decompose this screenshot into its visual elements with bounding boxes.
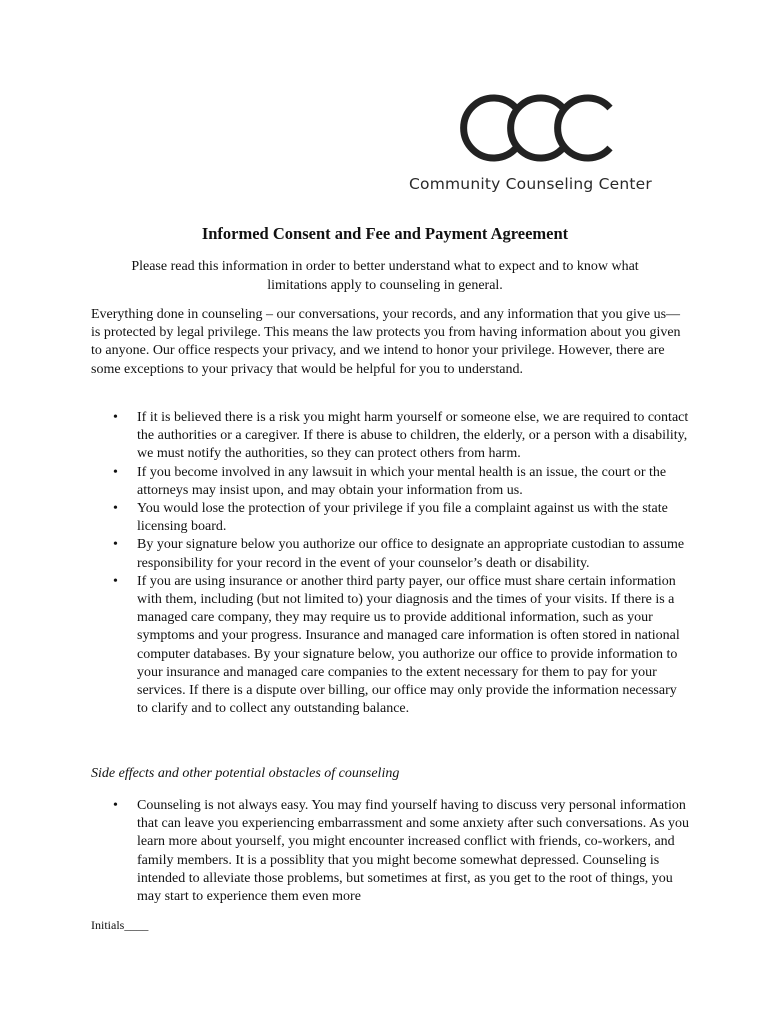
side-effects-list xyxy=(91,797,691,906)
list-item xyxy=(91,464,691,500)
list-item xyxy=(91,500,691,536)
privacy-paragraph: Everything done in counseling – our conversations, your records, and any information that you give us— is protected by legal privilege. This means the law protects you from having information about you given to anyone. Our office respects your privacy, and we intend to honor your privilege. However, there are some exceptions to your privacy that would be helpful for you to understand. xyxy=(91,307,681,377)
initials-field[interactable]: Initials____ xyxy=(91,918,149,932)
list-item-text: If you are using insurance or another third party payer, our office must share certain information with them, including (but not limited to) your diagnosis and the times of your visits. If there is a managed care company, they may require us to provide additional information, such as your symptoms and your progress. Insurance and managed care information is often stored in national computer databases. By your signature below, you authorize our office to provide information to your insurance and managed care companies to the extent necessary for them to pay for your services. If there is a dispute over billing, our office may only provide the information necessary to clarify and to collect any outstanding balance. xyxy=(137,573,680,717)
document-title: Informed Consent and Fee and Payment Agreement xyxy=(201,224,569,243)
list-item-text: You would lose the protection of your privilege if you file a complaint against us with the state licensing board. xyxy=(137,501,668,535)
organization-name: Community Counseling Center xyxy=(409,175,652,193)
list-item-text: Counseling is not always easy. You may find yourself having to discuss very personal information that can leave you experiencing embarrassment and some anxiety after such conversations. As you learn more about yourself, you might encounter increased conflict with friends, co-workers, and family members. It is a possiblity that you might become somewhat depressed. Counseling is intended to alleviate those problems, but sometimes at first, as you get to the root of things, you may start to experience them even more xyxy=(137,798,690,905)
list-item xyxy=(91,797,691,906)
section-heading: Side effects and other potential obstacles of counseling xyxy=(91,766,400,781)
bullet-icon: • xyxy=(113,464,118,480)
intro-text xyxy=(100,258,670,295)
list-item-text: If you become involved in any lawsuit in which your mental health is an issue, the court or the attorneys may insist upon, and may obtain your information from us. xyxy=(137,464,667,498)
bullet-icon: • xyxy=(113,410,118,425)
bullet-icon: • xyxy=(113,537,118,553)
list-item xyxy=(91,573,691,719)
logo xyxy=(400,92,680,204)
bullet-icon: • xyxy=(113,798,118,813)
bullet-icon: • xyxy=(113,573,118,589)
list-item-text: If it is believed there is a risk you might harm yourself or someone else, we are required to contact the authorities or a caregiver. If there is abuse to children, the elderly, or a person with a disability, we must notify the authorities, so they can protect others from harm. xyxy=(137,410,689,462)
list-item xyxy=(91,409,691,464)
list-item-text: By your signature below you authorize our office to designate an appropriate custodian to assume responsibility for your record in the event of your counselor’s death or disability. xyxy=(137,537,685,571)
list-item xyxy=(91,536,691,572)
intro-line: limitations apply to counseling in general. xyxy=(267,277,503,293)
privacy-exceptions-list xyxy=(91,409,691,718)
intro-line: Please read this information in order to better understand what to expect and to know what xyxy=(131,259,639,274)
ccc-logo-mark xyxy=(460,92,616,164)
bullet-icon: • xyxy=(113,501,118,517)
